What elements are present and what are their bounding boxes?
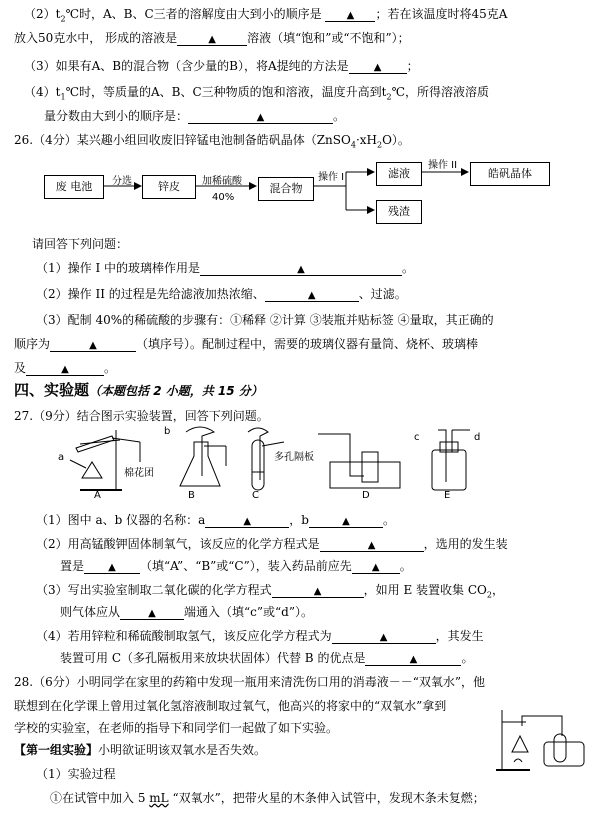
- label-c: c: [414, 432, 420, 443]
- q26-part-3: （3）配制 40%的稀硫酸的步骤有：①稀释 ②计算 ③装瓶并贴标签 ④量取，其正确的: [36, 313, 494, 327]
- flow-label-acid: 加稀硫酸: [202, 176, 242, 187]
- answer-blank[interactable]: ▲: [349, 59, 407, 74]
- q26-part-2: （2）操作 II 的过程是先给滤液加热浓缩、 ▲ 、过滤。: [36, 287, 407, 301]
- label-E: E: [444, 490, 451, 501]
- q28-line-1: 28.（6分）小明同学在家里的药箱中发现一瓶用来清洗伤口用的消毒液－－“双氧水”，他: [14, 675, 485, 689]
- q25-line-2: $(2)t_2℃$时，A、B、C三者的溶解度由大到小的顺序是 ▲ ；若在该温度时将45克A: [24, 7, 508, 24]
- answer-blank[interactable]: ▲: [50, 337, 136, 352]
- q27-part-2b: 置是 ▲ （填“A”、“B”或“C”），装入药品前应先 ▲ 。: [60, 559, 412, 573]
- q27-title: 27.（9分）结合图示实验装置，回答下列问题。: [14, 409, 269, 423]
- q27-part-2: （2）用高锰酸钾固体制氧气，该反应的化学方程式是 ▲ ，选用的发生装: [36, 537, 508, 551]
- q27-part-4: （4）若用锌粒和稀硫酸制取氢气，该反应化学方程式为 ▲ ，其发生: [36, 629, 484, 643]
- q26-part-3c: 及 ▲ 。: [14, 361, 117, 375]
- label-a: a: [58, 452, 65, 463]
- q28-apparatus-figure: [490, 706, 590, 776]
- flow-label-sort: 分选: [112, 176, 132, 187]
- answer-blank[interactable]: ▲: [320, 537, 424, 552]
- q28-line-3: 学校的实验室，在老师的指导下和同学们一起做了如下实验。: [14, 721, 339, 735]
- q25-line-4: $(4)t_1℃$时，等质量的A、B、C三种物质的饱和溶液，温度升高到$t_2℃$，所得溶液溶质: [24, 85, 490, 102]
- answer-blank[interactable]: ▲: [272, 583, 364, 598]
- label-B: B: [188, 490, 195, 501]
- q28-line-4: 【第一组实验】小明欲证明该双氧水是否失效。: [14, 743, 267, 757]
- answer-blank[interactable]: ▲: [205, 513, 289, 528]
- answer-blank[interactable]: ▲: [352, 559, 400, 574]
- answer-blank[interactable]: ▲: [177, 31, 247, 46]
- label-porous-plate: 多孔隔板: [274, 452, 314, 463]
- q28-line-6: ①在试管中加入 5 mL “双氧水”，把带火星的木条伸入试管中，发现木条未复燃；: [50, 791, 485, 805]
- q26-title: 26.（4分）某兴趣小组回收废旧锌锰电池制备皓矾晶体$(ZnSO_4\cdot xH_2O)$。: [14, 133, 410, 150]
- q27-part-3b: 则气体应从 ▲ 端通入（填“c”或“d”）。: [60, 605, 313, 619]
- section-title: 四、实验题（本题包括 2 小题，共 15 分）: [14, 381, 263, 399]
- answer-blank[interactable]: ▲: [120, 605, 184, 620]
- answer-blank[interactable]: ▲: [200, 261, 402, 276]
- flow-label-op2: 操作 II: [428, 160, 458, 171]
- flow-label-op1: 操作 I: [318, 172, 345, 183]
- label-C: C: [252, 490, 259, 501]
- q27-part-3: （3）写出实验室制取二氧化碳的化学方程式 ▲ ，如用 E 装置收集 $CO_2$，: [36, 583, 504, 600]
- answer-blank[interactable]: ▲: [84, 559, 140, 574]
- q26-part-3b: 顺序为 ▲ （填序号）。配制过程中，需要的玻璃仪器有量筒、烧杯、玻璃棒: [14, 337, 479, 351]
- q25-line-4b: 量分数由大到小的顺序是： ▲ 。: [44, 109, 346, 123]
- flow-box-zinc-skin: 锌皮: [142, 175, 196, 199]
- q28-line-2: 联想到在化学课上曾用过氧化氢溶液制取过氧气，他高兴的将家中的“双氧水”拿到: [14, 699, 447, 713]
- flow-box-filtrate: 滤液: [376, 162, 422, 186]
- answer-blank[interactable]: ▲: [325, 7, 375, 22]
- flow-box-mixture: 混合物: [258, 177, 314, 201]
- label-D: D: [362, 490, 370, 501]
- answer-blank[interactable]: ▲: [365, 651, 461, 666]
- flow-box-crystal: 皓矾晶体: [470, 162, 550, 186]
- flow-box-residue: 残渣: [376, 200, 422, 224]
- q25-line-2b: 放入50克水中， 形成的溶液是 ▲ 溶液（填“饱和”或“不饱和”）；: [14, 31, 410, 45]
- q25-line-3: （3）如果有A、B的混合物（含少量的B），将A提纯的方法是 ▲ ；: [24, 59, 419, 73]
- q27-part-4b: 装置可用 C（多孔隔板用来放块状固体）代替 B 的优点是 ▲ 。: [60, 651, 474, 665]
- label-cotton: 棉花团: [124, 468, 154, 479]
- label-A: A: [94, 490, 101, 501]
- answer-blank[interactable]: ▲: [332, 629, 436, 644]
- answer-blank[interactable]: ▲: [26, 361, 104, 376]
- answer-blank[interactable]: ▲: [309, 513, 383, 528]
- flow-box-waste-battery: 废 电池: [44, 175, 104, 199]
- flow-label-percent: 40%: [212, 192, 235, 203]
- q26-part-1: （1）操作 I 中的玻璃棒作用是 ▲ 。: [36, 261, 415, 275]
- q27-part-1: （1）图中 a、b 仪器的名称：a ▲ ，b ▲ 。: [36, 513, 395, 527]
- label-d: d: [474, 432, 481, 443]
- answer-blank[interactable]: ▲: [265, 287, 359, 302]
- q26-prompt: 请回答下列问题：: [32, 237, 129, 251]
- q28-line-5: （1）实验过程: [36, 767, 116, 781]
- answer-blank[interactable]: ▲: [188, 109, 333, 124]
- label-b: b: [164, 426, 171, 437]
